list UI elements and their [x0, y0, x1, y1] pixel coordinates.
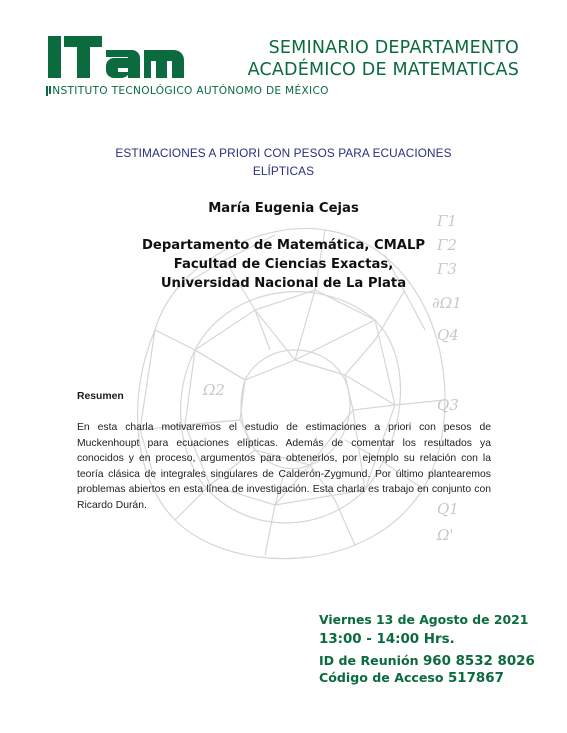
access-code-line — [319, 670, 504, 686]
bg-label-boundary: ∂Ω1 — [432, 294, 462, 312]
meeting-id: 960 8532 8026 — [422, 654, 535, 669]
event-time: 13:00 - 14:00 Hrs. — [319, 632, 455, 647]
affiliation-line2: Facultad de Ciencias Exactas, — [173, 257, 394, 272]
access-code-label: Código de Acceso — [319, 670, 444, 685]
bg-label-gamma3: Γ3 — [437, 260, 457, 278]
access-code: 517867 — [447, 671, 504, 686]
bg-label-gamma1: Γ1 — [437, 212, 457, 230]
bg-label-omega-prime: Ω' — [437, 526, 454, 544]
itam-logo — [48, 34, 188, 80]
seminar-title-line1: SEMINARIO DEPARTAMENTO — [268, 38, 519, 58]
institute-name-rest: NSTITUTO TECNOLÓGICO AUTÓNOMO DE MÉXICO — [52, 85, 329, 97]
talk-title-line2: ELÍPTICAS — [252, 164, 315, 178]
affiliation-line1: Departamento de Matemática, CMALP — [141, 238, 426, 253]
institute-name — [48, 85, 329, 97]
bg-label-omega2: Ω2 — [203, 381, 225, 399]
bg-label-q4: Q4 — [437, 326, 459, 344]
bg-label-q3: Q3 — [437, 396, 459, 414]
event-date: Viernes 13 de Agosto de 2021 — [319, 612, 529, 627]
meeting-id-line — [319, 653, 535, 669]
seminar-title-line2: ACADÉMICO DE MATEMATICAS — [247, 60, 519, 80]
bg-label-q1: Q1 — [437, 500, 459, 518]
institute-name-initial: I — [48, 85, 53, 97]
speaker-name: María Eugenia Cejas — [208, 201, 359, 216]
abstract-body: En esta charla motivaremos el estudio de estimaciones a priori con pesos de Muckenhoupt para ecuaciones elípticas. Además de comentar los resultados ya conocidos y en proceso, argumentos para obtenerlos, por ejemplo su relación con la teoría clásica de integrales singulares de Calderón-Zygmund. Por último plantearemos problemas abiertos en esta línea de investigación. Esta charla es trabajo en conjunto con Ricardo Durán. — [77, 422, 491, 511]
meeting-id-label: ID de Reunión — [319, 653, 419, 668]
talk-title-line1: ESTIMACIONES A PRIORI CON PESOS PARA ECUACIONES — [115, 146, 452, 160]
bg-label-gamma2: Γ2 — [437, 236, 457, 254]
abstract-heading: Resumen — [77, 391, 124, 402]
affiliation-line3: Universidad Nacional de La Plata — [160, 276, 407, 291]
